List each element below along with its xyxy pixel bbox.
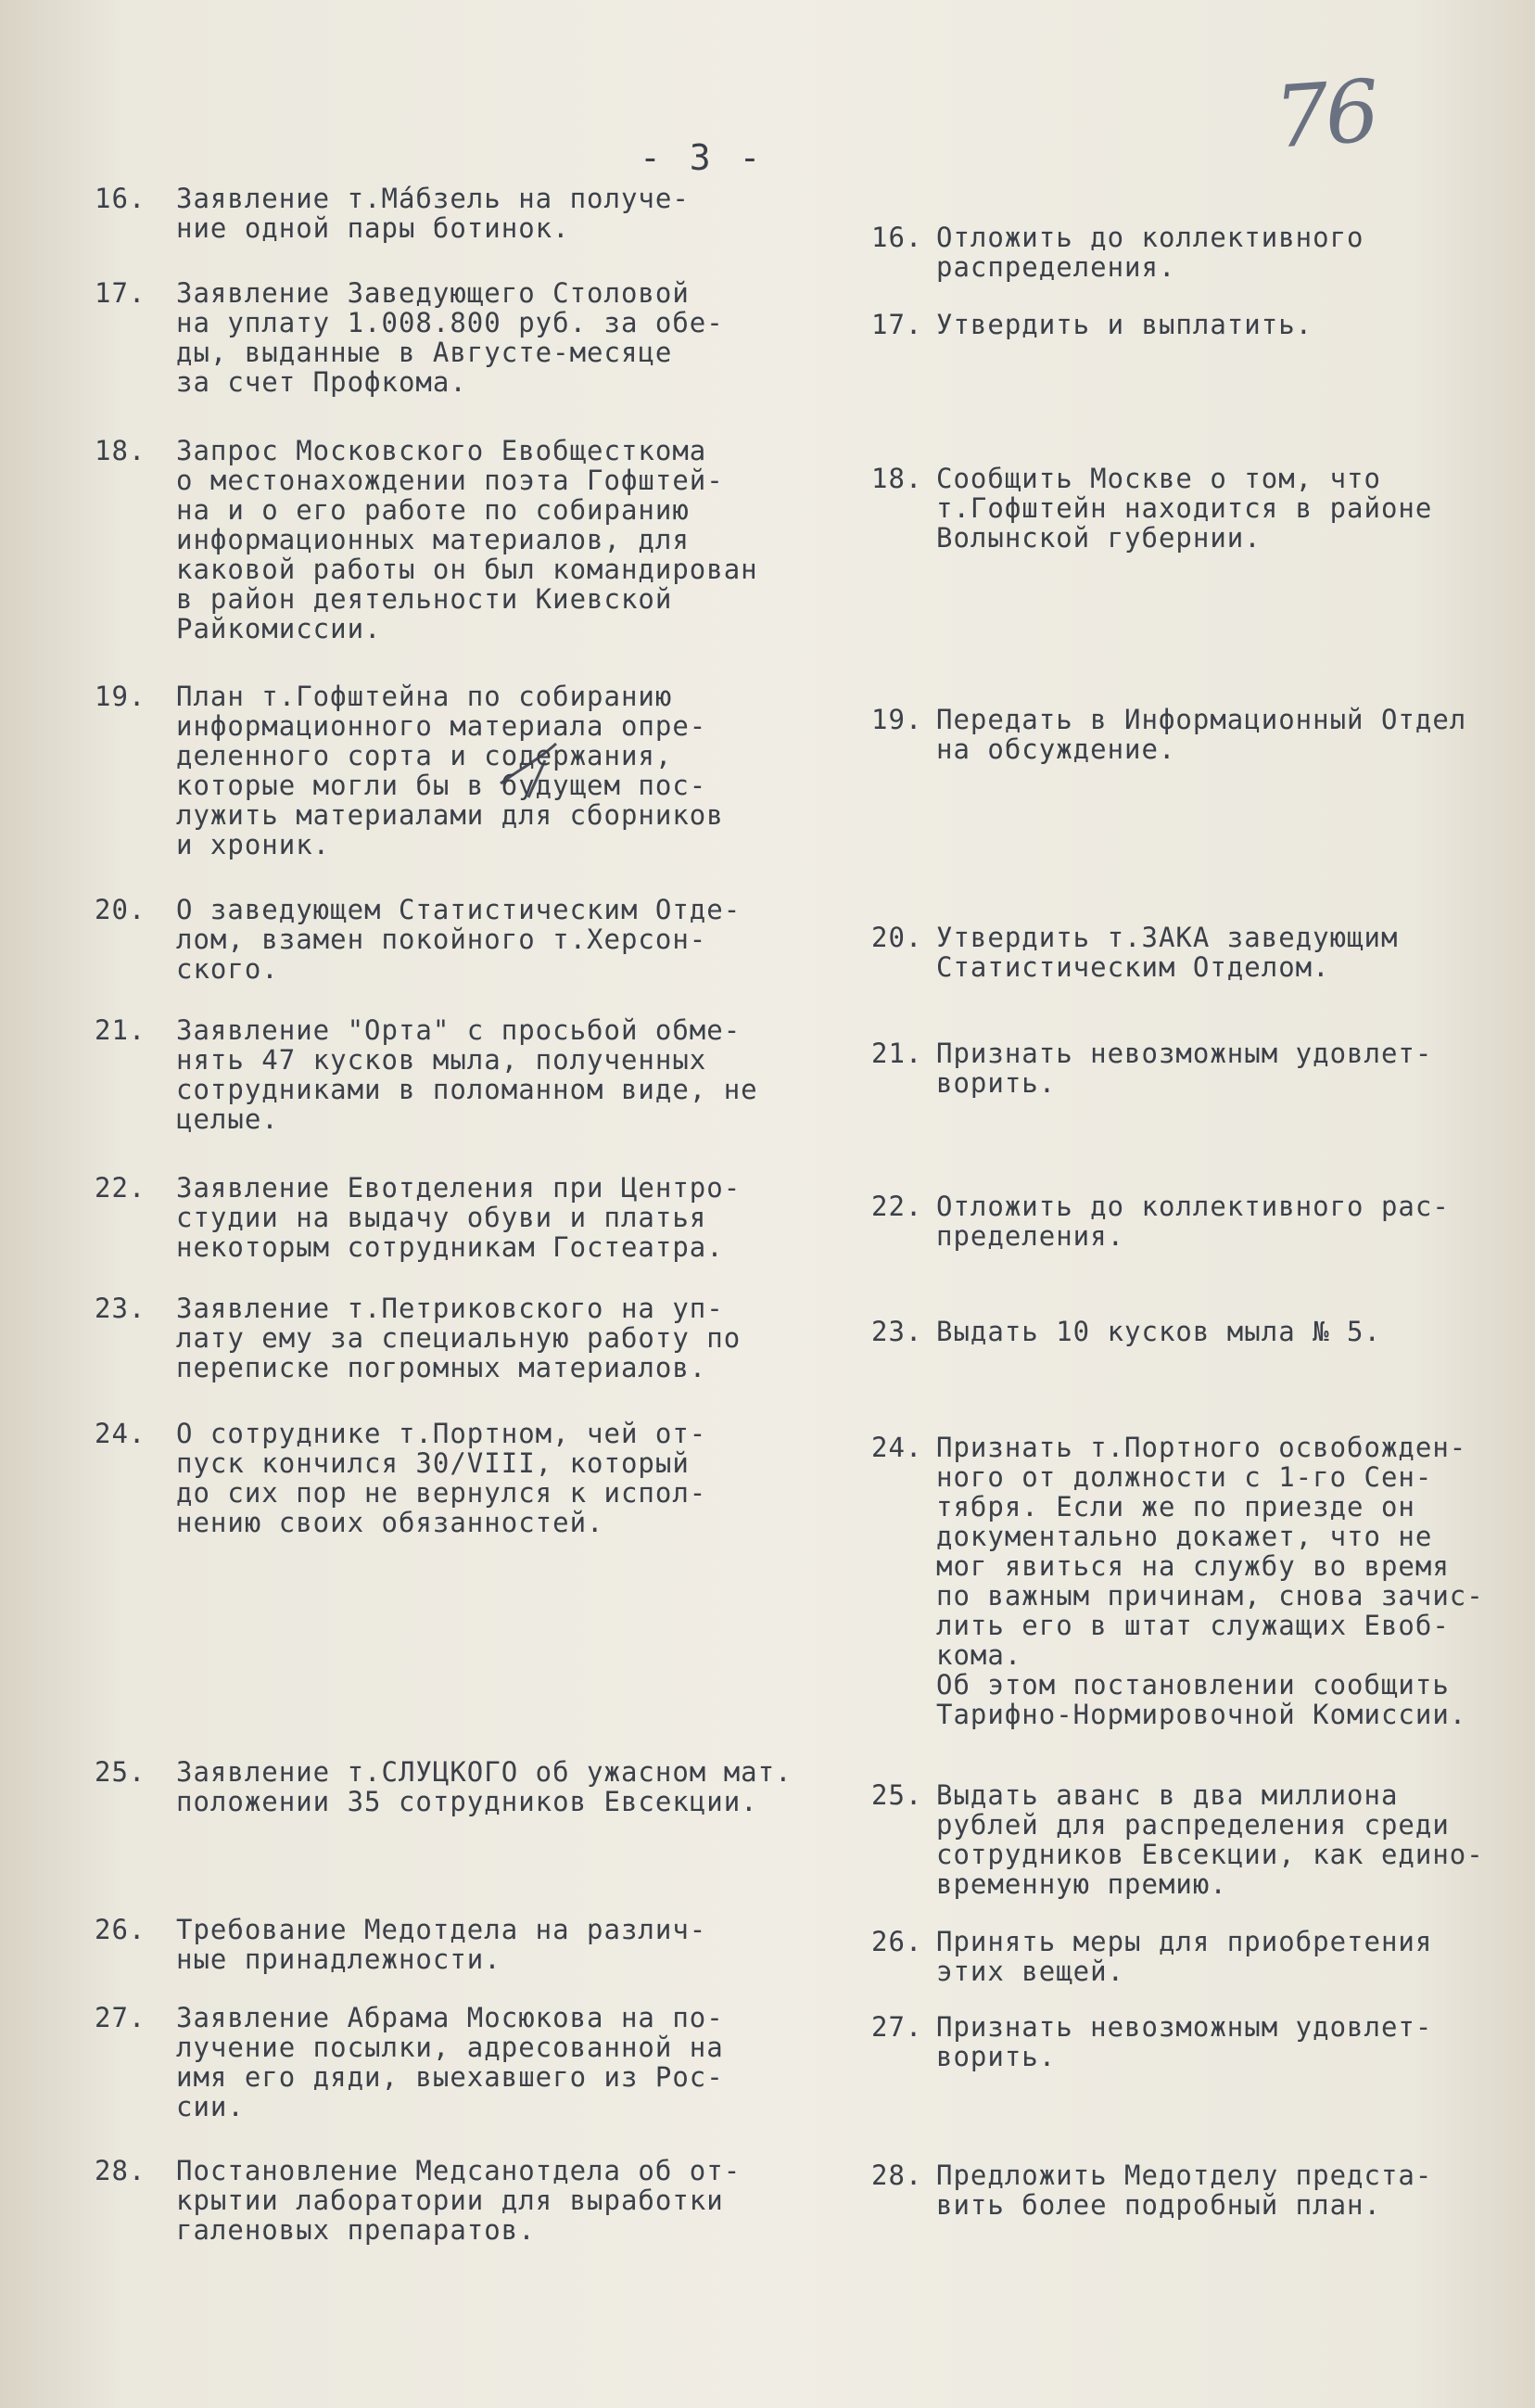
issue-text: Заявление "Орта" с просьбой обме- нять 47 кусков мыла, полученных сотрудниками в поломанном виде, не целые. [176,1014,758,1135]
issue-text: Запрос Московского Евобщесткома о местонахождении поэта Гофштей- на и о его работе по собиранию информационных материалов, для каковой работы он был командирован в район деятельности Киевской Райкомиссии. [176,435,758,644]
issue-number: 16. [95,183,146,214]
decision-number: 19. [871,704,923,735]
agenda-issue-21 [95,1014,844,1135]
decision-number: 18. [871,463,923,494]
agenda-issue-25 [95,1756,844,1817]
issue-number: 17. [95,277,146,309]
issue-number: 23. [95,1293,146,1324]
decision-text: Предложить Медотделу предста- вить более подробный план. [936,2160,1433,2221]
agenda-decision-17 [871,309,1520,340]
handwritten-folio-number: 76 [1271,61,1379,168]
issue-text: Постановление Медсанотдела об от- крытии лаборатории для выработки галеновых препаратов. [176,2155,742,2246]
decision-text: Отложить до коллективного распределения. [936,222,1364,283]
decision-number: 23. [871,1316,923,1347]
decision-text: Признать т.Портного освобожден- ного от должности с 1-го Сен- тября. Если же по приезде он документально докажет, что не мог явиться на службу во время по важным причинам, снова зачис- лить его в штат служащих Евоб- кома. Об этом постановлении сообщить Тарифно-Нормировочной Комиссии. [936,1432,1484,1730]
agenda-issue-17 [95,277,844,398]
decision-number: 22. [871,1191,923,1222]
agenda-issue-20 [95,894,844,985]
issue-text: Заявление Евотделения при Центро- студии на выдачу обуви и платья некоторым сотрудникам Гостеатра. [176,1172,742,1263]
agenda-decision-19 [871,704,1520,765]
issue-text: План т.Гофштейна по собиранию информационного материала опре- деленного сорта и содержания, которые могли бы в будущем пос- лужить материалами для сборников и хроник. [176,681,724,860]
agenda-issue-19 [95,681,844,860]
decision-number: 17. [871,309,923,340]
decision-text: Передать в Информационный Отдел на обсуждение. [936,704,1467,765]
agenda-issue-26 [95,1914,844,1975]
decision-text: Утвердить и выплатить. [936,309,1313,340]
decision-number: 20. [871,922,923,953]
issue-text: Заявление Заведующего Столовой на уплату 1.008.800 руб. за обе- ды, выданные в Августе-месяце за счет Профкома. [176,277,724,398]
agenda-issue-27 [95,2002,844,2122]
agenda-issue-22 [95,1172,844,1263]
issue-number: 26. [95,1914,146,1945]
issue-number: 20. [95,894,146,925]
decision-number: 16. [871,222,923,253]
agenda-decision-22 [871,1191,1520,1252]
issue-number: 24. [95,1418,146,1449]
issue-number: 25. [95,1756,146,1788]
decision-text: Признать невозможным удовлет- ворить. [936,1038,1433,1099]
decision-number: 21. [871,1038,923,1069]
agenda-decision-21 [871,1038,1520,1099]
agenda-issue-18 [95,435,844,644]
agenda-issue-23 [95,1293,844,1383]
agenda-issue-28 [95,2155,844,2246]
agenda-decision-25 [871,1779,1520,1900]
issue-number: 28. [95,2155,146,2186]
issue-number: 27. [95,2002,146,2033]
decision-text: Утвердить т.ЗАКА заведующим Статистическим Отделом. [936,922,1399,983]
issue-text: Заявление т.СЛУЦКОГО об ужасном мат. положении 35 сотрудников Евсекции. [176,1756,793,1817]
agenda-issue-24 [95,1418,844,1538]
agenda-decision-27 [871,2011,1520,2072]
agenda-decision-23 [871,1316,1520,1347]
decision-text: Выдать аванс в два миллиона рублей для распределения среди сотрудников Евсекции, как едино- временную премию. [936,1779,1484,1900]
decision-text: Отложить до коллективного рас- пределения. [936,1191,1450,1252]
issue-number: 19. [95,681,146,712]
issue-number: 18. [95,435,146,466]
agenda-decision-28 [871,2160,1520,2221]
decision-text: Сообщить Москве о том, что т.Гофштейн находится в районе Волынской губернии. [936,463,1433,554]
issue-text: Требование Медотдела на различ- ные принадлежности. [176,1914,707,1975]
issue-text: Заявление т.Петриковского на уп- лату ему за специальную работу по переписке погромных материалов. [176,1293,742,1383]
decision-text: Признать невозможным удовлет- ворить. [936,2011,1433,2072]
page-number: - 3 - [640,137,765,178]
agenda-decision-26 [871,1926,1520,1987]
agenda-decision-16 [871,222,1520,283]
issue-number: 21. [95,1014,146,1046]
decision-number: 25. [871,1779,923,1811]
decision-number: 24. [871,1432,923,1463]
decision-number: 27. [871,2011,923,2043]
issue-text: О сотруднике т.Портном, чей от- пуск кончился 30/VIII, который до сих пор не вернулся к испол- нению своих обязанностей. [176,1418,707,1538]
agenda-decision-18 [871,463,1520,554]
issue-text: Заявление Абрама Мосюкова на по- лучение посылки, адресованной на имя его дяди, выехавшего из Рос- сии. [176,2002,724,2122]
issue-text: О заведующем Статистическим Отде- лом, взамен покойного т.Херсон- ского. [176,894,742,985]
issue-number: 22. [95,1172,146,1204]
decision-number: 26. [871,1926,923,1957]
agenda-decision-24 [871,1432,1520,1730]
decision-text: Выдать 10 кусков мыла № 5. [936,1316,1381,1347]
decision-text: Принять меры для приобретения этих вещей. [936,1926,1433,1987]
agenda-decision-20 [871,922,1520,983]
decision-number: 28. [871,2160,923,2191]
issue-text: Заявление т.Ма́бзель на получе- ние одной пары ботинок. [176,183,690,244]
agenda-issue-16 [95,183,844,244]
